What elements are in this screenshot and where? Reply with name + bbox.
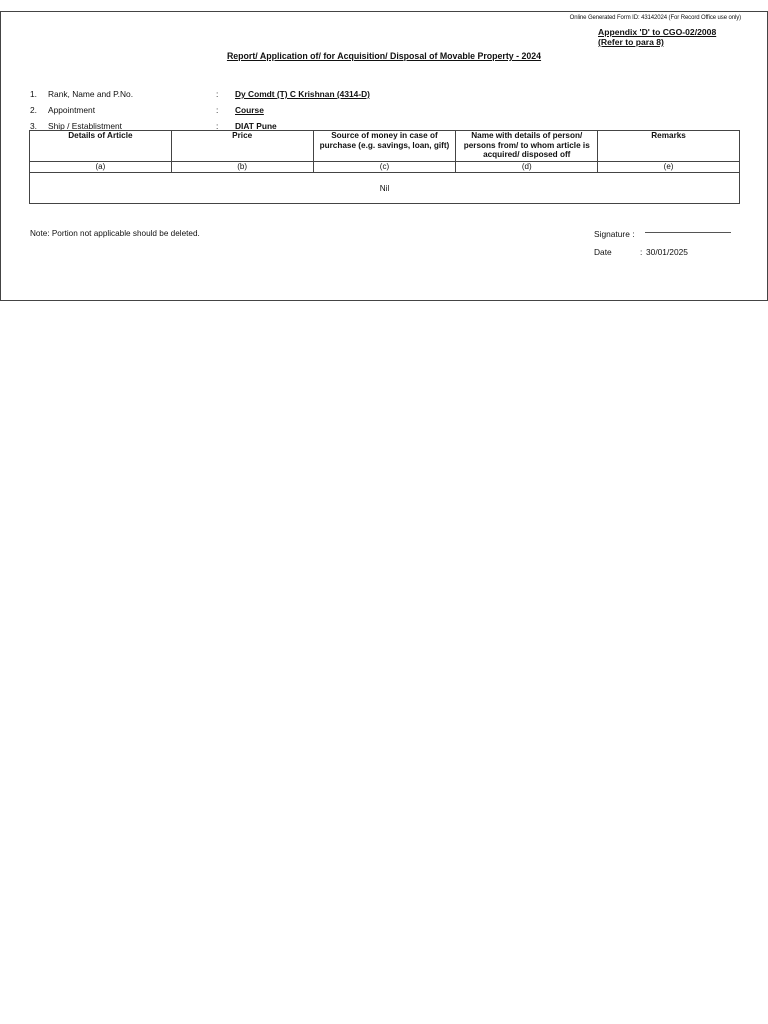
appendix-reference [598,27,716,47]
nil-entry: Nil [30,173,740,204]
field-label: Appointment [48,105,96,115]
header-price: Price [171,131,313,162]
table-header-row [30,131,740,162]
articles-table [29,130,740,204]
table-row [30,173,740,204]
field-label: Ship / Establistment [48,121,123,131]
online-form-id: Online Generated Form ID: 43142024 (For Record Office use only) [569,15,741,21]
signature-label [594,229,635,239]
column-letter: (c) [313,162,456,173]
field-value: DIAT Pune [235,121,277,131]
field-rank-name [30,89,530,100]
column-letter: (b) [171,162,313,173]
table-letter-row [30,162,740,173]
date-label: Date [594,247,612,257]
signature-label-text: Signature [594,229,630,239]
date-value: 30/01/2025 [646,247,688,257]
field-colon: : [216,89,219,99]
signature-colon: : [632,229,635,239]
appendix-line-1: Appendix 'D' to CGO-02/2008 [598,27,717,37]
field-number: 1. [30,89,37,99]
date-colon: : [640,247,643,257]
field-appointment [30,105,530,116]
signature-line [645,232,731,233]
field-number: 3. [30,121,37,131]
header-details-of-article: Details of Article [30,131,172,162]
field-value: Course [235,105,264,115]
field-value: Dy Comdt (T) C Krishnan (4314-D) [235,89,370,99]
field-number: 2. [30,105,37,115]
header-remarks: Remarks [598,131,740,162]
header-source-of-money: Source of money in case of purchase (e.g. savings, loan, gift) [313,131,456,162]
column-letter: (d) [456,162,598,173]
field-colon: : [216,121,219,131]
appendix-line-2: (Refer to para 8) [598,37,664,47]
field-colon: : [216,105,219,115]
deletion-note: Note: Portion not applicable should be deleted. [30,229,200,238]
field-label: Rank, Name and P.No. [48,89,134,99]
column-letter: (a) [30,162,172,173]
column-letter: (e) [598,162,740,173]
header-person-details: Name with details of person/ persons from/ to whom article is acquired/ disposed off [456,131,598,162]
report-title: Report/ Application of/ for Acquisition/ Disposal of Movable Property - 2024 [226,51,542,61]
